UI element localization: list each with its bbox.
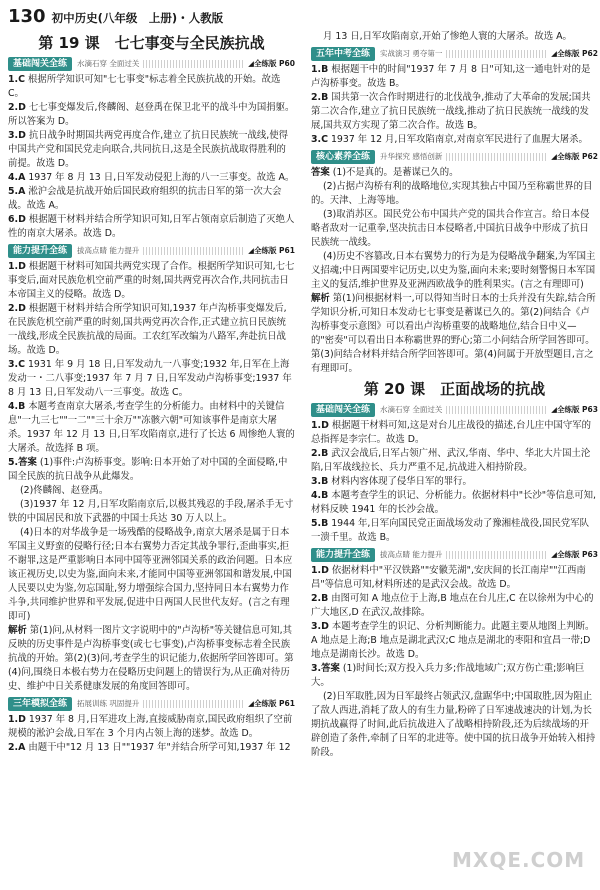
answer-text: 材料内容体现了侵华日军的罪行。 [331,476,472,487]
section-ref: ◢全练版 P61 [248,246,295,255]
answer-number: 解析 [311,293,330,304]
answer-item [8,624,295,694]
section-tag: 能力提升全练 [8,244,72,258]
answer-list [311,166,598,376]
answer-number: 答案 [311,167,330,178]
answer-text: 1931 年 9 月 18 日,日军发动九一八事变;1932 年,日军在上海发动一・二八事变;1937 年 7 月 7 日,日军发动卢沟桥事变;1937 年 8 月 13 日,日军发动八一三事变。故选 C。 [8,359,292,398]
answer-text: (3)1937 年 12 月,日军攻陷南京后,以极其残忍的手段,屠杀手无寸铁的中国居民和放下武器的中国士兵达 30 万人以上。 [8,499,294,524]
answer-text: (3)取消苏区。国民党公布中国共产党的国共合作宣言。给日本侵略者敌对一记重拳,坚决抗击日本侵略者,中国抗日战争中形成了抗日民族统一战线。 [311,209,590,248]
answer-text: (4)历史不容篡改,日本右翼势力的行为是为侵略战争翻案,为军国主义招魂;中日两国要牢记历史,以史为鉴,面向未来;要时刻警惕日本军国主义的复活,维护世界及亚洲西欧战争的胜利果实。(言之有理即可) [311,251,596,290]
answer-item [311,63,598,91]
section-header [8,243,295,259]
answer-text: 由题干中"12 月 13 日""1937 年"并结合所学可知,1937 年 12 [28,742,291,753]
section-ref: ◢全练版 P63 [551,550,598,559]
answer-text: 1937 年 12 月,日军攻陷南京,对南京军民进行了血腥大屠杀。 [330,134,588,145]
answer-item [311,208,598,250]
answer-item [8,302,295,358]
answer-item [8,129,295,171]
section-subtitle: 拓展训练 巩固提升 [77,699,140,708]
section-ref: ◢全练版 P61 [248,699,295,708]
answer-text: 根据所学知识可知"七七事变"标志着全民族抗战的开始。故选 C。 [8,74,281,99]
answer-list [311,30,598,44]
section-ref: ◢全练版 P60 [248,59,295,68]
section-ref: ◢全练版 P63 [551,405,598,414]
answer-item [8,456,295,484]
answer-item [311,517,598,545]
answer-text: 本题考查学生的识记、分析能力。依据材料中"长沙"等信息可知,材料反映 1941 年的长沙会战。 [311,490,596,515]
section-header [8,56,295,72]
answer-item [311,91,598,133]
section-tag: 能力提升全练 [311,548,375,562]
left-column [8,30,295,755]
answer-item [311,564,598,592]
answer-text: (1)事件:卢沟桥事变。影响:日本开始了对中国的全面侵略,中国全民族的抗日战争从此爆发。 [8,457,288,482]
answer-text: 本题考查学生的识记、分析判断能力。此题主要从地图上判断。A 地点是上海;B 地点是湖北武汉;C 地点是湖北的枣阳和宜昌一带;D 地点是湖南长沙。故选 D。 [311,621,595,660]
section-divider [143,247,244,255]
answer-item [8,498,295,526]
section-subtitle: 水滴石穿 全面过关 [77,59,140,68]
answer-item [311,592,598,620]
answer-item [311,489,598,517]
answer-list [311,564,598,760]
answer-text: (1)时间长;双方投入兵力多;作战地域广;双方伤亡重;影响巨大。 [311,663,585,688]
answer-list [8,260,295,694]
answer-item [311,662,598,690]
answer-text: 国共第一次合作时期进行的北伐战争,推动了大革命的发展;国共第二次合作,建立了抗日民族统一战线,推动了抗日民族统一战线的发展,国共双方实现了第二次合作。故选 B。 [311,92,591,131]
answer-number: 1.D [8,714,26,725]
answer-item [311,133,598,147]
answer-text: 由图可知 A 地点位于上海,B 地点在台儿庄,C 在以徐州为中心的广大地区,D 在武汉,故排除。 [311,593,594,618]
answer-number: 2.B [311,593,329,604]
answer-list [311,63,598,147]
lesson-19-title: 第 19 课 七七事变与全民族抗战 [38,34,265,52]
answer-number: 5.A [8,186,26,197]
answer-number: 2.A [8,742,26,753]
answer-number: 4.A [8,172,26,183]
answer-item [8,73,295,101]
section-divider [143,60,244,68]
answer-item [311,419,598,447]
answer-item [311,475,598,489]
answer-number: 3.B [311,476,329,487]
answer-number: 2.B [311,448,329,459]
answer-text: 七七事变爆发后,佟麟阁、赵登禹在保卫北平的战斗中为国捐躯。所以答案为 D。 [8,102,295,127]
answer-text: 1937 年 8 月 13 日,日军发动侵犯上海的八一三事变。故选 A。 [28,172,295,183]
answer-item [8,400,295,456]
answer-text: (2)佟麟阁、赵登禹。 [20,485,109,496]
section-header [311,46,598,62]
answer-number: 3.C [311,134,328,145]
answer-item [8,741,295,755]
watermark: MXQE.COM [452,848,586,872]
section-tag: 基础闯关全练 [311,403,375,417]
answer-text: 根据题干材料并结合所学知识可知,1937 年卢沟桥事变爆发后,在民族危机空前严重的时刻,国共两党再次合作,正式建立抗日民族统一战线,形成全民族抗战的局面。工农红军改编为八路军,奔赴抗日战场。故选 D。 [8,303,287,356]
lesson-20-title: 第 20 课 正面战场的抗战 [363,380,546,398]
book-title: 初中历史(八年级 上册)・人教版 [51,11,224,25]
section-divider [446,153,547,161]
section-subtitle: 拔高点睛 能力提升 [380,550,443,559]
answer-text: 第(1)问,从材料一图片文字说明中的"卢沟桥"等关键信息可知,其反映的历史事件是卢沟桥事变(或七七事变),卢沟桥事变标志着全民族抗战的开始。第(2)(3)问,考查学生的识记能力,依据所学回答即可。第(4)问,围绕日本极右势力在侵略历史问题上的错误行为,从正确对待历史、维护中日关系健康发展的角度回答即可。 [8,625,294,692]
answer-item [311,690,598,760]
section-ref: ◢全练版 P62 [551,152,598,161]
answer-list [8,73,295,241]
section-subtitle: 升华探究 感悟创新 [380,152,443,161]
section-header [8,696,295,712]
answer-text: (4)日本的对华战争是一场残酷的侵略战争,南京大屠杀是属于日本军国主义野蛮的侵略行径;日本右翼势力否定其战争罪行,歪曲事实,拒不谢罪,这是严重影响日本同中国等亚洲邻国关系的政治问题。日本应该正视历史,以史为鉴,面向未来,才能同中国等亚洲邻国和谐发展,中国人民要以史为鉴,勿忘国耻,努力增强综合国力,坚持同日本右翼势力作斗争,共同维护世界和平发展,促进中日两国人民世代友好。(言之有理即可) [8,527,293,622]
answer-text: 根据题干中的时间"1937 年 7 月 8 日"可知,这一通电针对的是卢沟桥事变。故选 B。 [311,64,591,89]
answer-item [8,260,295,302]
section-tag: 五年中考全练 [311,47,375,61]
answer-number: 1.D [311,420,329,431]
section-tag: 核心素养全练 [311,150,375,164]
answer-text: 依据材料中"平汉铁路""安徽芜湖",安庆间的长江南岸""江西南昌"等信息可知,材料所述的是武汉会战。故选 D。 [311,565,586,590]
section-divider [446,406,547,414]
answer-number: 2.D [8,102,26,113]
answer-text: 淞沪会战是抗战开始后国民政府组织的抗击日军的第一次大会战。故选 A。 [8,186,282,211]
answer-text: 根据题干材料可知,这是对台儿庄战役的描述,台儿庄中国守军的总指挥是李宗仁。故选 D。 [311,420,591,445]
answer-list [311,419,598,545]
answer-number: 2.B [311,92,329,103]
answer-text: (2)占据卢沟桥有利的战略地位,实现其独占中国乃至称霸世界的目的。天津、上海等地。 [311,181,593,206]
answer-text: 第(1)问根据材料一,可以得知当时日本的士兵并没有失踪,结合所学知识分析,可知日本发动七七事变是蓄谋已久的。第(2)问结合《卢沟桥事变示意图》可以看出卢沟桥重要的战略地位,结合日中义—的"密奏"可以看出日本称霸世界的野心;第二小问结合所学回答即可。第(3)问结合材料并结合所学回答即可。第(4)问属于开放型题目,言之有理即可。 [311,293,596,374]
answer-item [311,292,598,376]
answer-number: 3.C [8,359,25,370]
right-column [311,30,598,760]
answer-list [8,713,295,755]
answer-item [8,358,295,400]
section-subtitle: 拔高点睛 能力提升 [77,246,140,255]
answer-item [311,250,598,292]
answer-item [8,484,295,498]
section-divider [446,50,547,58]
answer-text: 根据题干材料可知国共两党实现了合作。根据所学知识可知,七七事变后,面对民族危机空前严重的时刻,国共两党再次合作,共同抗击日本帝国主义的侵略。故选 D。 [8,261,295,300]
answer-number: 4.B [311,490,329,501]
section-header [311,149,598,165]
answer-number: 4.B [8,401,26,412]
answer-number: 5.B [311,518,329,529]
answer-number: 1.C [8,74,25,85]
answer-item [311,180,598,208]
answer-item [8,526,295,624]
answer-text: 抗日战争时期国共两党再度合作,建立了抗日民族统一战线,使得中国共产党和国民党走向联合,共同抗日,这是全民族抗战取得胜利的前提。故选 D。 [8,130,288,169]
section-header [311,402,598,418]
answer-item [311,447,598,475]
page-header [8,6,223,28]
section-header [311,547,598,563]
section-tag: 三年模拟全练 [8,697,72,711]
answer-item [311,30,598,44]
section-tag: 基础闯关全练 [8,57,72,71]
answer-item [8,185,295,213]
answer-number: 5.答案 [8,457,37,468]
answer-text: 1944 年,日军向国民党正面战场发动了豫湘桂战役,国民党军队一溃千里。故选 B。 [311,518,590,543]
section-subtitle: 水滴石穿 全面过关 [380,405,443,414]
answer-number: 1.D [311,565,329,576]
answer-text: 月 13 日,日军攻陷南京,开始了惨绝人寰的大屠杀。故选 A。 [323,31,572,42]
answer-text: (1)不是真的。是蓄谋已久的。 [332,167,459,178]
answer-item [311,620,598,662]
answer-text: 本题考查南京大屠杀,考查学生的分析能力。由材料中的关键信息"一九三七""一二""三十余万""冻骸六朝"可知该事件是南京大屠杀。1937 年 12 月 13 日,日军攻陷南京,进行了长达 6 周惨绝人寰的大屠杀。故选择 B 项。 [8,401,295,454]
answer-text: 根据题干材料并结合所学知识可知,日军占领南京后制造了灭绝人性的南京大屠杀。故选 D。 [8,214,295,239]
answer-number: 3.D [311,621,329,632]
answer-number: 1.D [8,261,26,272]
answer-text: 1937 年 8 月,日军进攻上海,直接威胁南京,国民政府组织了空前规模的淞沪会战,日军在 3 个月内占领上海的迷梦。故选 D。 [8,714,293,739]
section-divider [446,551,547,559]
answer-text: 武汉会战后,日军占领广州、武汉,华南、华中、华北大片国土沦陷,日军战线拉长、兵力严重不足,抗战进入相持阶段。 [311,448,591,473]
section-ref: ◢全练版 P62 [551,49,598,58]
answer-number: 6.D [8,214,26,225]
section-subtitle: 实战演习 勇夺第一 [380,49,443,58]
answer-number: 2.D [8,303,26,314]
page-number: 130 [8,6,46,27]
section-divider [143,700,244,708]
answer-item [8,213,295,241]
answer-item [8,101,295,129]
answer-item [8,713,295,741]
answer-number: 3.D [8,130,26,141]
answer-item [311,166,598,180]
answer-number: 3.答案 [311,663,340,674]
answer-number: 解析 [8,625,27,636]
answer-text: (2)日军取胜,因为日军最终占领武汉,盘踞华中;中国取胜,因为阻止了敌人西进,消耗了敌人的有生力量,粉碎了日军速战速决的计划,为长期抗战赢得了时间,此后抗战进入了战略相持阶段,还为后续战场的开辟创造了条件,牵制了日军的北进等。使中国的抗日战争开始转入相持阶段。 [311,691,596,758]
answer-item [8,171,295,185]
answer-number: 1.B [311,64,329,75]
